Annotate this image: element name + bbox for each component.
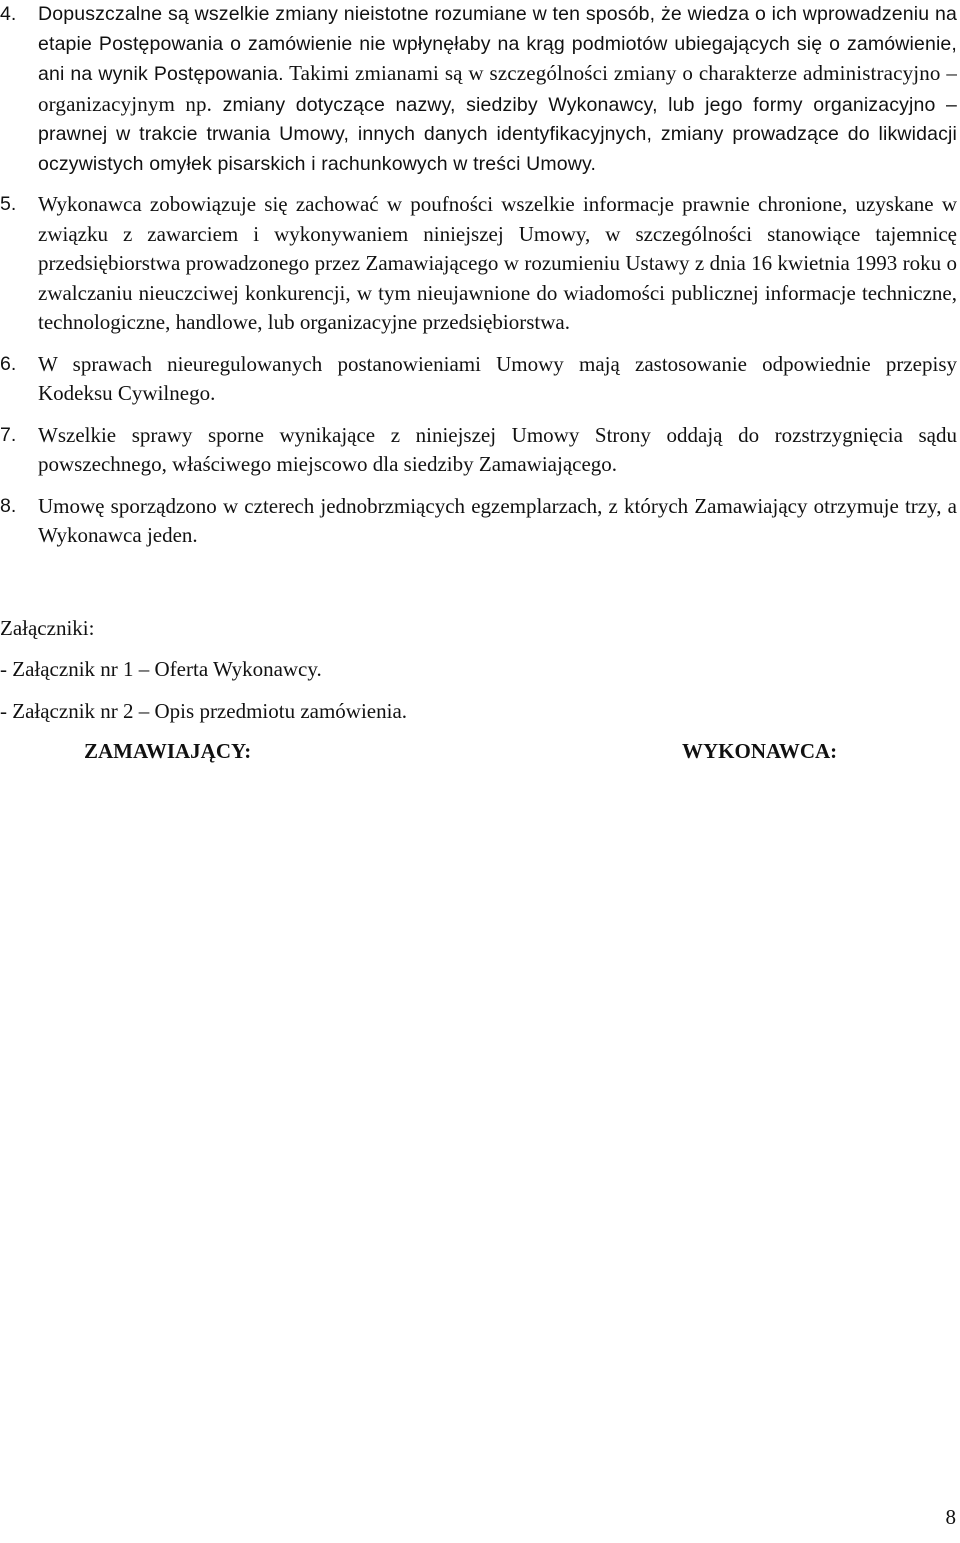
clause-4 bbox=[0, 0, 957, 179]
attachment-item: - Załącznik nr 1 – Oferta Wykonawcy. bbox=[0, 657, 322, 681]
clause-number: 7. bbox=[0, 423, 17, 446]
clause-number: 5. bbox=[0, 193, 17, 215]
signature-label-client: ZAMAWIAJĄCY: bbox=[84, 739, 252, 763]
signature-label-contractor: WYKONAWCA: bbox=[682, 739, 838, 763]
contract-clauses bbox=[0, 0, 957, 563]
clause-text: Wykonawca zobowiązuje się zachować w poufności wszelkie informacje prawnie chronione, uzyskane w związku z zawarciem i wykonywaniem niniejszej Umowy, w szczególności stanowiące tajemnicę przedsiębiorstwa prowadzonego przez Zamawiającego w rozumieniu Ustawy z dnia 16 kwietnia 1993 roku o zwalczaniu nieuczciwej konkurencji, w tym nieujawnione do wiadomości publicznej informacje techniczne, technologiczne, handlowe, lub organizacyjne przedsiębiorstwa. bbox=[38, 192, 957, 334]
page-number: 8 bbox=[945, 1505, 956, 1529]
clause-text: W sprawach nieuregulowanych postanowieniami Umowy mają zastosowanie odpowiednie przepisy Kodeksu Cywilnego. bbox=[38, 351, 957, 405]
attachments-heading: Załączniki: bbox=[0, 616, 95, 640]
clause-number: 6. bbox=[0, 352, 17, 375]
clause-8 bbox=[0, 492, 957, 551]
clause-6 bbox=[0, 350, 957, 409]
clause-text-part-1: Dopuszczalne są wszelkie zmiany nieistotne rozumiane w ten sposób, że wiedza o ich wprowadzeniu na etapie Postępowania o zamówienie nie wpłynęłaby na krąg podmiotów ubiegających się o zamówienie, ani na wynik Postępowania. bbox=[38, 3, 957, 85]
clause-number: 8. bbox=[0, 494, 17, 517]
clause-text-part-3: zmiany dotyczące nazwy, siedziby Wykonawcy, lub jego formy organizacyjno – prawnej w trakcie trwania Umowy, innych danych identyfikacyjnych, zmiany prowadzące do likwidacji oczywistych omyłek pisarskich i rachunkowych w treści Umowy. bbox=[38, 93, 957, 175]
clause-5 bbox=[0, 190, 957, 338]
clause-text-part-2: Takimi zmianami są w szczególności zmiany o charakterze administracyjno – organizacyjnym np. bbox=[38, 61, 958, 116]
attachment-item: - Załącznik nr 2 – Opis przedmiotu zamówienia. bbox=[0, 699, 408, 723]
clause-text: Wszelkie sprawy sporne wynikające z niniejszej Umowy Strony oddają do rozstrzygnięcia sądu powszechnego, właściwego miejscowo dla siedziby Zamawiającego. bbox=[38, 422, 957, 476]
clause-number: 4. bbox=[0, 3, 17, 25]
clause-text bbox=[38, 0, 957, 179]
clause-7 bbox=[0, 421, 957, 480]
clause-text: Umowę sporządzono w czterech jednobrzmiących egzemplarzach, z których Zamawiający otrzymuje trzy, a Wykonawca jeden. bbox=[38, 493, 957, 547]
